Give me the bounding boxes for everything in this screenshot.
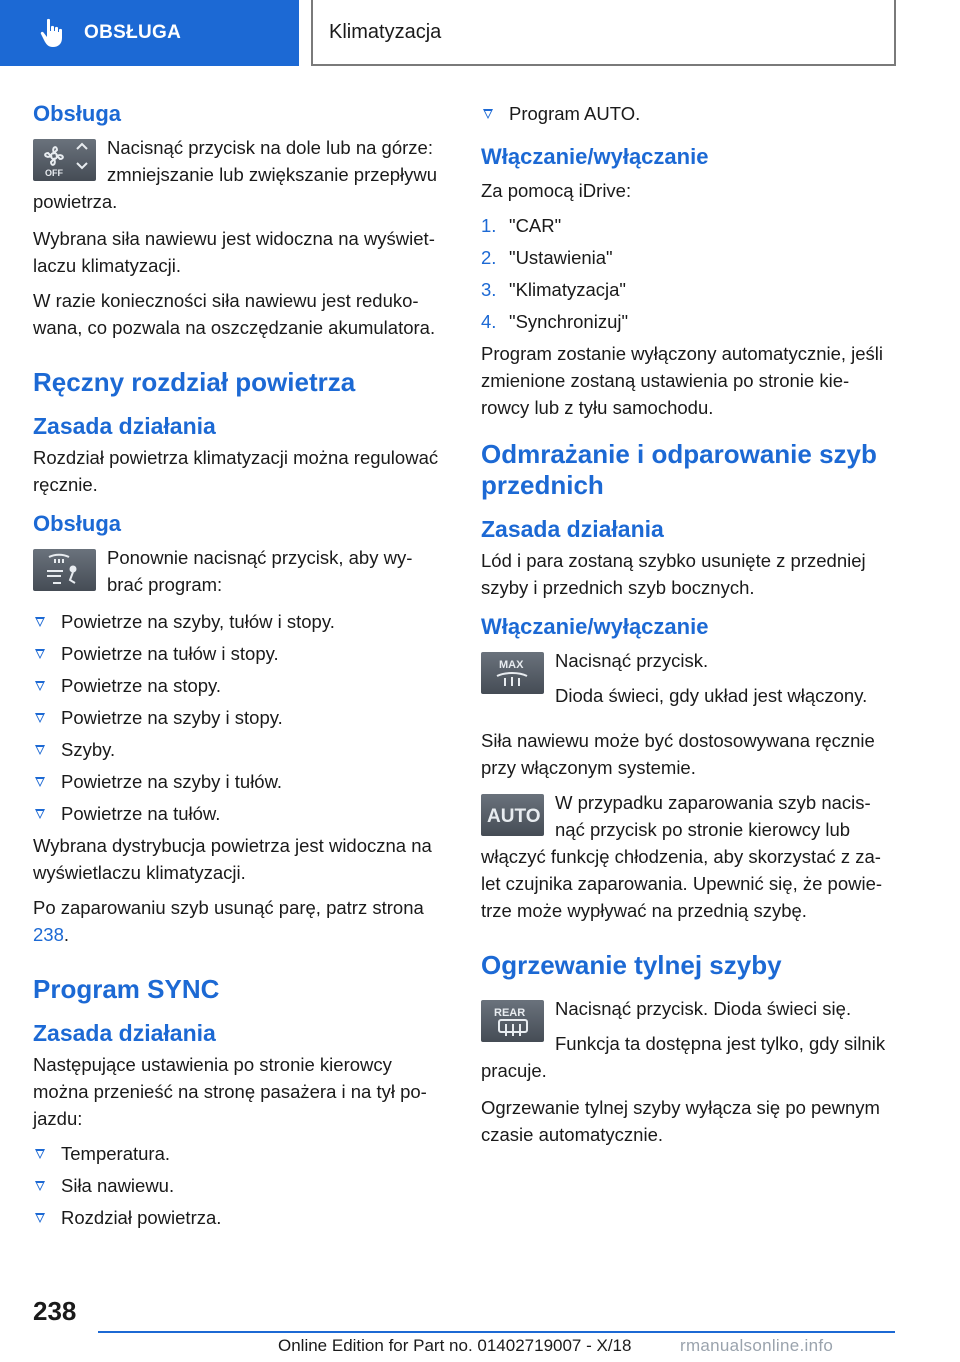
triangle-bullet-icon: [35, 649, 45, 659]
triangle-bullet-icon: [35, 681, 45, 691]
list-item: 2. "Ustawienia": [481, 247, 613, 268]
list-item: Powietrze na tułów i stopy.: [33, 640, 448, 667]
fan-button-icon: [33, 139, 96, 181]
paragraph: Program zostanie wyłączony automatycznie, jeśli zmienione zostaną ustawienia po stronie kie‐rowcy lub z tyłu samochodu.: [481, 343, 884, 418]
heading-obsluga-1: Obsługa: [33, 101, 122, 126]
list-item: Powietrze na tułów.: [33, 800, 448, 827]
triangle-bullet-icon: [35, 777, 45, 787]
fan-control-paragraph: [33, 134, 448, 215]
left-column: [33, 100, 448, 1236]
heading-program-sync: Program SYNC: [33, 974, 220, 1004]
heading-odmrazanie: Odmrażanie i odparowanie szyb przednich: [481, 439, 877, 500]
watermark-text: rmanualsonline.info: [680, 1336, 834, 1355]
list-item: 3. "Klimatyzacja": [481, 279, 626, 300]
sync-list: [33, 1140, 448, 1231]
section-label: OBSŁUGA: [84, 22, 182, 43]
list-item: Powietrze na szyby i stopy.: [33, 704, 448, 731]
paragraph: Wybrana siła nawiewu jest widoczna na wyświet‐laczu klimatyzacji.: [33, 228, 435, 276]
heading-wlaczanie-2: Włączanie/wyłączanie: [481, 614, 709, 639]
edition-text: Online Edition for Part no. 01402719007 - X/18: [278, 1336, 632, 1355]
list-item: 1. "CAR": [481, 215, 562, 236]
triangle-bullet-icon: [35, 809, 45, 819]
triangle-bullet-icon: [35, 1213, 45, 1223]
heading-zasada-1: Zasada działania: [33, 413, 216, 439]
triangle-bullet-icon: [35, 745, 45, 755]
air-distribution-paragraph: [33, 544, 448, 598]
chapter-label: Klimatyzacja: [329, 20, 442, 43]
list-item: Temperatura.: [33, 1140, 448, 1167]
svg-text:MAX: MAX: [499, 659, 524, 671]
heading-reczny-rozdzial: Ręczny rozdział powietrza: [33, 367, 356, 397]
paragraph: Rozdział powietrza klimatyzacji można regulować ręcznie.: [33, 447, 439, 495]
triangle-bullet-icon: [35, 1181, 45, 1191]
auto-button-icon: [481, 794, 544, 836]
list-item: Siła nawiewu.: [33, 1172, 448, 1199]
paragraph: Za pomocą iDrive:: [481, 180, 632, 201]
idrive-steps: [481, 212, 896, 335]
max-defrost-button-icon: [481, 652, 544, 694]
footer-divider: [98, 1331, 895, 1333]
chapter-tab[interactable]: [311, 0, 896, 66]
heading-obsluga-2: Obsługa: [33, 511, 122, 536]
heading-ogrzewanie: Ogrzewanie tylnej szyby: [481, 950, 782, 980]
max-text-1: Nacisnąć przycisk.: [555, 650, 709, 671]
svg-text:OFF: OFF: [45, 168, 63, 178]
fan-control-text: Nacisnąć przycisk na dole lub na górze: zmniejszanie lub zwiększanie przepływu powietrza.: [33, 137, 438, 212]
paragraph: Siła nawiewu może być dostosowywana ręcznie przy włączonym systemie.: [481, 730, 875, 778]
page-link[interactable]: 238: [33, 924, 64, 945]
triangle-bullet-icon: [35, 1149, 45, 1159]
rear-defrost-paragraph: [481, 995, 896, 1084]
air-distribution-text: Ponownie nacisnąć przycisk, aby wy‐brać program:: [107, 547, 413, 595]
max-text-2: Dioda świeci, gdy układ jest włączony.: [555, 685, 868, 706]
svg-text:AUTO: AUTO: [487, 806, 541, 827]
paragraph: Następujące ustawienia po stronie kierowcy można przenieść na stronę pasażera i na tył po‐jazdu:: [33, 1054, 427, 1129]
max-defrost-paragraph: [481, 647, 896, 717]
list-item: Szyby.: [33, 736, 448, 763]
paragraph: Ogrzewanie tylnej szyby wyłącza się po pewnym czasie automatycznie.: [481, 1097, 880, 1145]
auto-text: W przypadku zaparowania szyb nacis‐nąć przycisk po stronie kierowcy lub włączyć funkcję chłodzenia, aby skorzystać z za‐let czujnika zaparowania. Upewnić się, że powie‐trze może wypływać na przednią szybę.: [481, 792, 883, 921]
list-item: 4. "Synchronizuj": [481, 311, 629, 332]
list-item: Powietrze na stopy.: [33, 672, 448, 699]
rear-text-2: Funkcja ta dostępna jest tylko, gdy silnik pracuje.: [481, 1033, 886, 1081]
paragraph: Lód i para zostaną szybko usunięte z przedniej szyby i przednich szyb bocznych.: [481, 550, 866, 598]
right-column: [481, 100, 896, 1156]
svg-text:REAR: REAR: [494, 1007, 526, 1019]
list-item: Rozdział powietrza.: [33, 1204, 448, 1231]
auto-paragraph: [481, 789, 896, 924]
heading-zasada-3: Zasada działania: [481, 516, 664, 542]
page-number: 238: [33, 1296, 77, 1326]
paragraph: W razie konieczności siła nawiewu jest reduko‐wana, co pozwala na oszczędzanie akumulatora.: [33, 290, 436, 338]
triangle-bullet-icon: [483, 109, 493, 119]
paragraph: Wybrana dystrybucja powietrza jest widoczna na wyświetlaczu klimatyzacji.: [33, 835, 432, 883]
list-item: Program AUTO.: [481, 100, 896, 127]
section-tab[interactable]: [0, 0, 299, 66]
rear-text-1: Nacisnąć przycisk. Dioda świeci się.: [555, 998, 852, 1019]
triangle-bullet-icon: [35, 617, 45, 627]
air-distribution-button-icon: [33, 549, 96, 591]
sync-list-continued: [481, 100, 896, 127]
heading-zasada-2: Zasada działania: [33, 1020, 216, 1046]
list-item: Powietrze na szyby, tułów i stopy.: [33, 608, 448, 635]
program-list: [33, 608, 448, 827]
rear-defrost-button-icon: [481, 1000, 544, 1042]
heading-wlaczanie-1: Włączanie/wyłączanie: [481, 144, 709, 169]
list-item: Powietrze na szyby i tułów.: [33, 768, 448, 795]
paragraph: Po zaparowaniu szyb usunąć parę, patrz strona 238.: [33, 897, 424, 945]
hand-pointer-icon: [38, 18, 66, 48]
triangle-bullet-icon: [35, 713, 45, 723]
page-header: [0, 0, 960, 66]
